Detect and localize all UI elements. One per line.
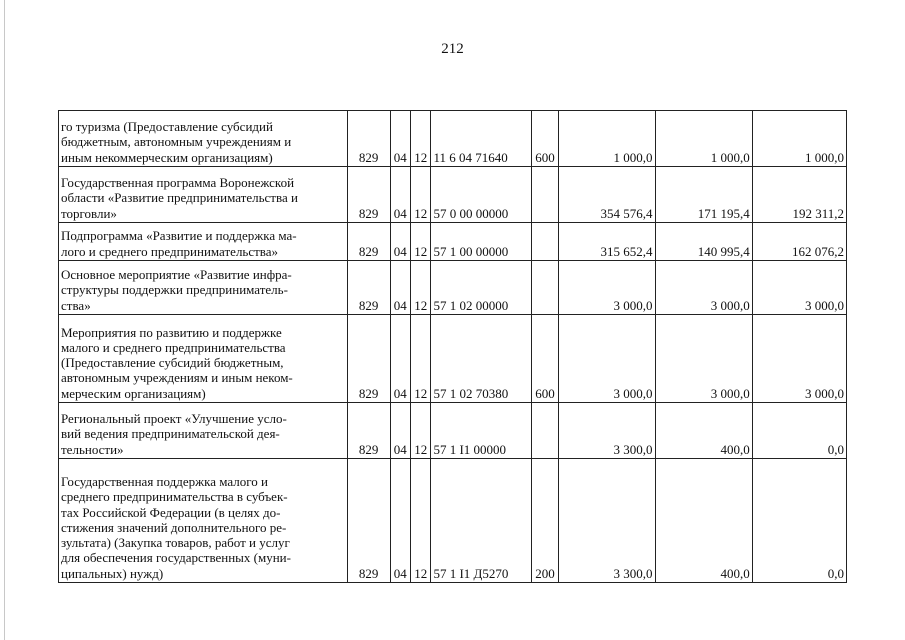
cell-year3: 3 000,0	[752, 261, 846, 315]
cell-ved: 829	[347, 459, 390, 583]
table-row	[59, 459, 847, 583]
cell-csr: 57 1 I1 Д5270	[431, 459, 531, 583]
cell-year2: 400,0	[655, 403, 752, 459]
row-name: Мероприятия по развитию и поддержке малого и среднего предпринимательства (Предоставление субсидий бюджетным, автономным учреждениям и иным неком- мерческим организациям)	[59, 315, 348, 403]
cell-rz: 04	[390, 167, 410, 223]
cell-vr: 600	[531, 111, 559, 167]
cell-year2: 1 000,0	[655, 111, 752, 167]
cell-year1: 315 652,4	[559, 223, 655, 261]
cell-rz: 04	[390, 223, 410, 261]
cell-vr	[531, 223, 559, 261]
cell-year2: 171 195,4	[655, 167, 752, 223]
cell-year2: 3 000,0	[655, 261, 752, 315]
cell-ved: 829	[347, 167, 390, 223]
budget-table	[58, 110, 847, 583]
cell-csr: 57 1 00 00000	[431, 223, 531, 261]
cell-year1: 3 300,0	[559, 459, 655, 583]
page-edge-line	[4, 0, 5, 640]
cell-rz: 04	[390, 111, 410, 167]
cell-vr	[531, 403, 559, 459]
row-name: Региональный проект «Улучшение усло- вий ведения предпринимательской дея- тельности»	[59, 403, 348, 459]
cell-year1: 3 000,0	[559, 261, 655, 315]
table-row	[59, 223, 847, 261]
cell-year3: 3 000,0	[752, 315, 846, 403]
cell-year1: 1 000,0	[559, 111, 655, 167]
cell-year1: 3 000,0	[559, 315, 655, 403]
cell-year1: 354 576,4	[559, 167, 655, 223]
cell-year3: 192 311,2	[752, 167, 846, 223]
cell-csr: 11 6 04 71640	[431, 111, 531, 167]
cell-rz: 04	[390, 315, 410, 403]
cell-pr: 12	[411, 167, 431, 223]
cell-ved: 829	[347, 261, 390, 315]
row-name: Подпрограмма «Развитие и поддержка ма- лого и среднего предпринимательства»	[59, 223, 348, 261]
table-row	[59, 167, 847, 223]
cell-year2: 3 000,0	[655, 315, 752, 403]
cell-vr	[531, 167, 559, 223]
cell-vr	[531, 261, 559, 315]
cell-year1: 3 300,0	[559, 403, 655, 459]
cell-year2: 400,0	[655, 459, 752, 583]
page-number: 212	[441, 41, 464, 57]
row-name: Государственная программа Воронежской области «Развитие предпринимательства и торговли»	[59, 167, 348, 223]
cell-pr: 12	[411, 223, 431, 261]
cell-rz: 04	[390, 459, 410, 583]
row-name: Государственная поддержка малого и среднего предпринимательства в субъек- тах Российской Федерации (в целях до- стижения значений дополнительного ре- зультата) (Закупка товаров, работ и услуг для обеспечения государственных (муни- ципальных) нужд)	[59, 459, 348, 583]
cell-ved: 829	[347, 223, 390, 261]
cell-rz: 04	[390, 403, 410, 459]
cell-pr: 12	[411, 403, 431, 459]
cell-csr: 57 0 00 00000	[431, 167, 531, 223]
table-row	[59, 403, 847, 459]
cell-ved: 829	[347, 403, 390, 459]
table-row	[59, 315, 847, 403]
cell-pr: 12	[411, 111, 431, 167]
cell-pr: 12	[411, 459, 431, 583]
cell-csr: 57 1 02 70380	[431, 315, 531, 403]
cell-vr: 200	[531, 459, 559, 583]
cell-year3: 0,0	[752, 403, 846, 459]
cell-pr: 12	[411, 261, 431, 315]
row-name: Основное мероприятие «Развитие инфра- структуры поддержки предприниматель- ства»	[59, 261, 348, 315]
cell-csr: 57 1 02 00000	[431, 261, 531, 315]
cell-year3: 1 000,0	[752, 111, 846, 167]
table-row	[59, 261, 847, 315]
cell-ved: 829	[347, 315, 390, 403]
cell-year3: 162 076,2	[752, 223, 846, 261]
cell-vr: 600	[531, 315, 559, 403]
row-name: го туризма (Предоставление субсидий бюджетным, автономным учреждениям и иным некоммерческим организациям)	[59, 111, 348, 167]
cell-pr: 12	[411, 315, 431, 403]
cell-ved: 829	[347, 111, 390, 167]
cell-csr: 57 1 I1 00000	[431, 403, 531, 459]
table-row	[59, 111, 847, 167]
cell-year3: 0,0	[752, 459, 846, 583]
cell-rz: 04	[390, 261, 410, 315]
cell-year2: 140 995,4	[655, 223, 752, 261]
